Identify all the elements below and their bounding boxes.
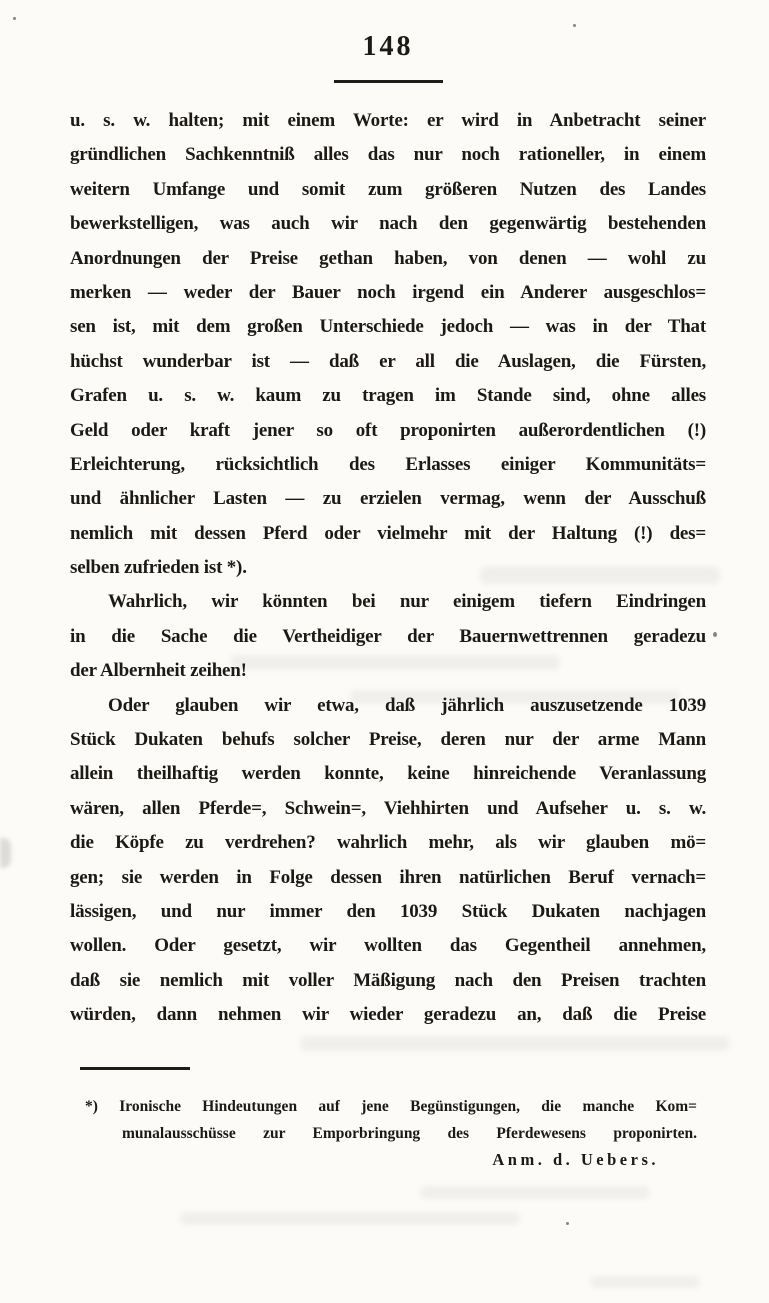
text-line: daß sie nemlich mit voller Mäßigung nach den Preisen trachten xyxy=(70,969,706,991)
text-line: Geld oder kraft jener so oft proponirten außerordentlichen (!) xyxy=(70,419,706,441)
text-line: merken — weder der Bauer noch irgend ein Anderer ausgeschlos= xyxy=(70,281,706,303)
bleedthrough-smudge xyxy=(180,1212,520,1225)
ink-speck xyxy=(13,17,16,20)
body-text xyxy=(70,104,706,1033)
scan-edge-mark xyxy=(0,838,11,868)
bleedthrough-smudge xyxy=(590,1276,700,1288)
header-rule xyxy=(334,80,443,83)
footnote-line: munalausschüsse zur Emporbringung des Pferdewesens proponirten. xyxy=(122,1125,697,1142)
ink-speck xyxy=(566,1222,569,1225)
text-line: und ähnlicher Lasten — zu erzielen vermag, wenn der Ausschuß xyxy=(70,488,706,510)
text-line: der Albernheit zeihen! xyxy=(70,660,247,682)
footnote-rule xyxy=(80,1067,190,1070)
text-line: würden, dann nehmen wir wieder geradezu an, daß die Preise xyxy=(70,1004,706,1026)
text-line: bewerkstelligen, was auch wir nach den gegenwärtig bestehenden xyxy=(70,213,706,235)
text-line: Stück Dukaten behufs solcher Preise, deren nur der arme Mann xyxy=(70,729,706,751)
text-line: Wahrlich, wir könnten bei nur einigem tiefern Eindringen xyxy=(108,591,706,613)
text-line: weitern Umfange und somit zum größeren Nutzen des Landes xyxy=(70,178,706,200)
text-line: Erleichterung, rücksichtlich des Erlasses einiger Kommunitäts= xyxy=(70,453,706,475)
text-line: allein theilhaftig werden konnte, keine hinreichende Veranlassung xyxy=(70,763,706,785)
footnote-line: *) Ironische Hindeutungen auf jene Begünstigungen, die manche Kom= xyxy=(85,1098,697,1115)
text-line: selben zufrieden ist *). xyxy=(70,557,247,579)
text-line: hüchst wunderbar ist — daß er all die Auslagen, die Fürsten, xyxy=(70,350,706,372)
translator-note-signature: Anm. d. Uebers. xyxy=(492,1150,659,1169)
text-line: nemlich mit dessen Pferd oder vielmehr mit der Haltung (!) des= xyxy=(70,522,706,544)
text-line: wären, allen Pferde=, Schwein=, Viehhirten und Aufseher u. s. w. xyxy=(70,797,706,819)
text-line: Oder glauben wir etwa, daß jährlich auszusetzende 1039 xyxy=(108,694,706,716)
text-line: gen; sie werden in Folge dessen ihren natürlichen Beruf vernach= xyxy=(70,866,706,888)
page-number: 148 xyxy=(362,31,414,62)
text-line: die Köpfe zu verdrehen? wahrlich mehr, als wir glauben mö= xyxy=(70,832,706,854)
bleedthrough-smudge xyxy=(420,1186,650,1199)
text-line: Anordnungen der Preise gethan haben, von denen — wohl zu xyxy=(70,247,706,269)
text-line: u. s. w. halten; mit einem Worte: er wird in Anbetracht seiner xyxy=(70,110,706,131)
text-line: wollen. Oder gesetzt, wir wollten das Gegentheil annehmen, xyxy=(70,935,706,957)
ink-speck xyxy=(573,24,576,27)
text-line: in die Sache die Vertheidiger der Bauernwettrennen geradezu xyxy=(70,625,706,647)
text-line: Grafen u. s. w. kaum zu tragen im Stande sind, ohne alles xyxy=(70,385,706,407)
text-line: gründlichen Sachkenntniß alles das nur noch rationeller, in einem xyxy=(70,144,706,166)
bleedthrough-smudge xyxy=(300,1036,730,1051)
text-line: lässigen, und nur immer den 1039 Stück Dukaten nachjagen xyxy=(70,900,706,922)
text-line: sen ist, mit dem großen Unterschiede jedoch — was in der That xyxy=(70,316,706,338)
ink-speck xyxy=(713,632,717,637)
